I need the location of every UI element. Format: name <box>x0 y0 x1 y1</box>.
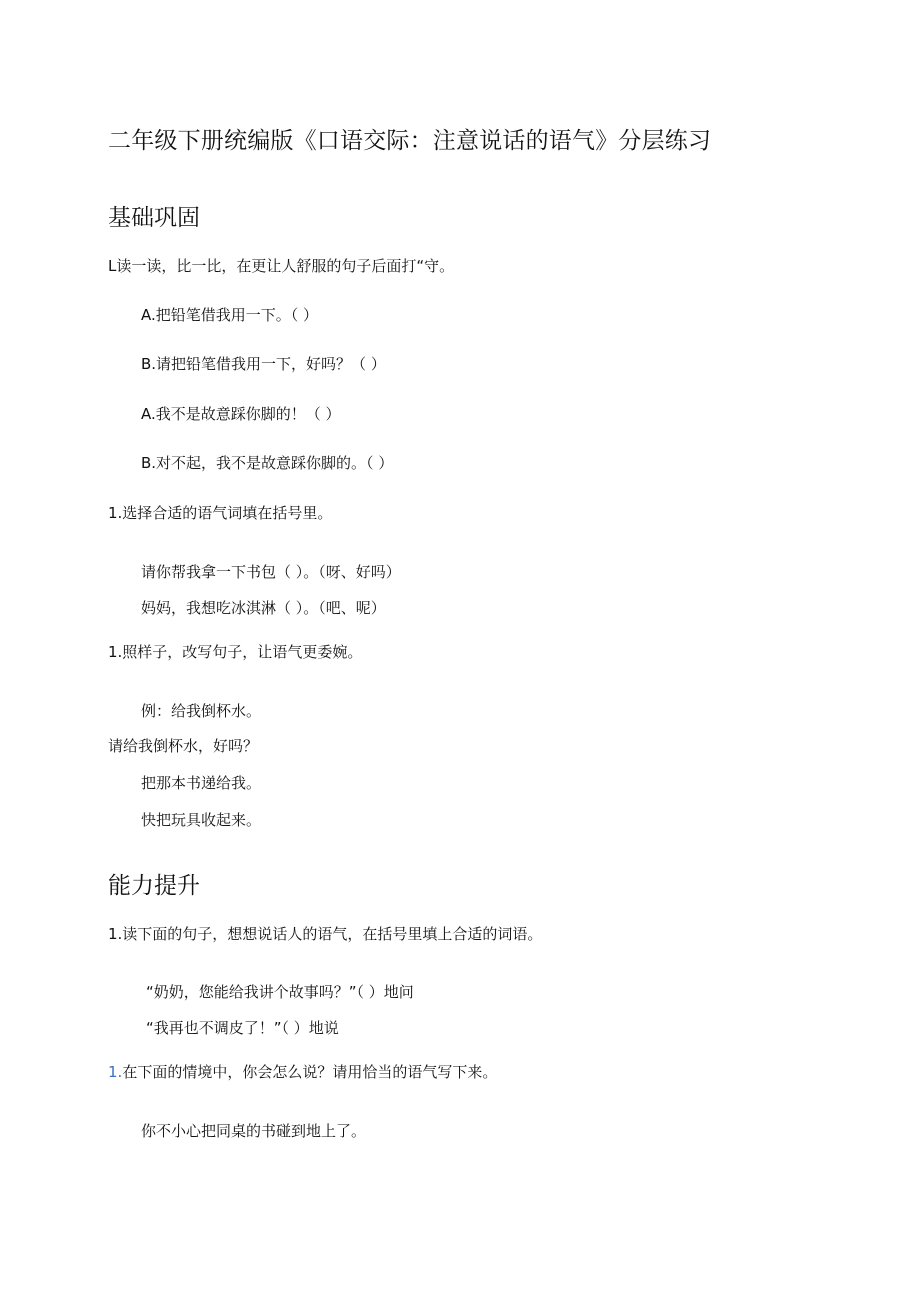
question-1-prompt: L读一读，比一比，在更让人舒服的句子后面打“守。 <box>108 257 455 275</box>
question-1-option: B.请把铅笔借我用一下，好吗？（ ） <box>141 355 386 373</box>
question-1-option: A.我不是故意踩你脚的！（ ） <box>141 405 341 423</box>
question-4-item: “我再也不调皮了！”（ ）地说 <box>146 1019 339 1037</box>
section-heading-advanced: 能力提升 <box>108 873 200 899</box>
question-4-prompt: 1.读下面的句子，想想说话人的语气，在括号里填上合适的词语。 <box>108 925 543 943</box>
question-2-item: 妈妈，我想吃冰淇淋（ ）。（吧、呢） <box>141 599 386 617</box>
page-title: 二年级下册统编版《口语交际：注意说话的语气》分层练习 <box>108 128 712 154</box>
question-3-prompt: 1.照样子，改写句子，让语气更委婉。 <box>108 643 363 661</box>
question-4-item: “奶奶，您能给我讲个故事吗？”（ ）地问 <box>146 983 414 1001</box>
question-3-example-answer: 请给我倒杯水，好吗？ <box>108 737 259 755</box>
question-2-item: 请你帮我拿一下书包（ ）。（呀、好吗） <box>141 563 401 581</box>
question-5-prompt <box>108 1065 497 1080</box>
question-3-item: 快把玩具收起来。 <box>141 811 262 829</box>
question-5-number: 1. <box>108 1063 123 1081</box>
question-2-prompt: 1.选择合适的语气词填在括号里。 <box>108 504 333 522</box>
question-1-option: A.把铅笔借我用一下。（ ） <box>141 306 319 324</box>
question-3-example: 例：给我倒杯水。 <box>141 702 262 720</box>
question-5-item: 你不小心把同桌的书碰到地上了。 <box>141 1122 367 1140</box>
question-5-text: 在下面的情境中，你会怎么说？请用恰当的语气写下来。 <box>122 1063 498 1081</box>
question-3-item: 把那本书递给我。 <box>141 774 262 792</box>
question-1-option: B.对不起，我不是故意踩你脚的。（ ） <box>141 454 394 472</box>
section-heading-basic: 基础巩固 <box>108 205 200 231</box>
